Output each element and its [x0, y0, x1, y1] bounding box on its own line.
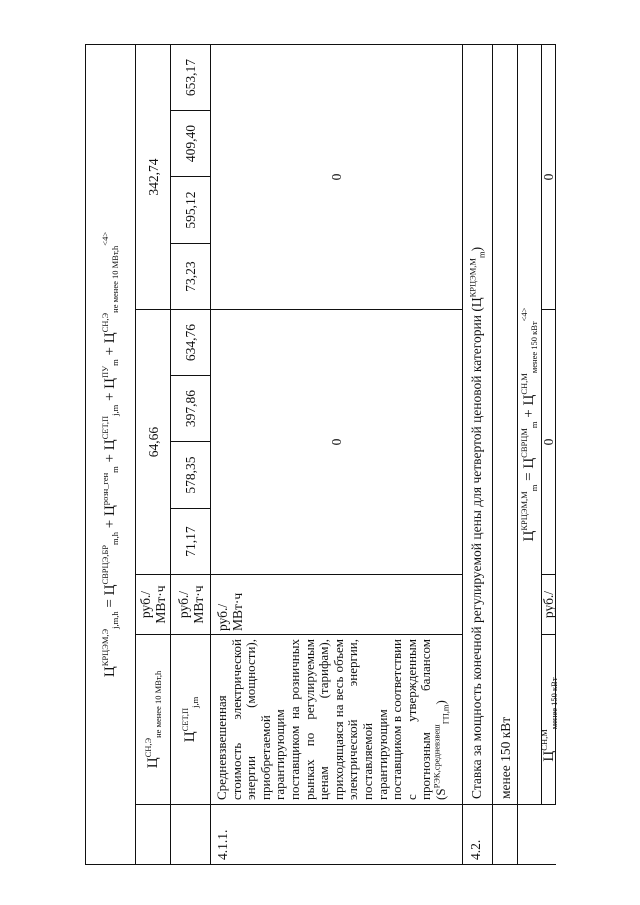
r4-text: Ставка за мощность конечной регулируемой цены для четвертой ценовой категории $(Ц^{КРЦЭМ,М}_m)$: [463, 44, 493, 804]
r2-num: [171, 804, 211, 864]
r7-value-a: 0: [542, 309, 556, 574]
r2-value-3: 397,86: [171, 375, 211, 441]
r2-value-4: 634,76: [171, 309, 211, 375]
header-formula: $Ц^{КРЦЭМ,Э}_{j,m,h} = Ц^{СВРЦЭ,БР}_{m,h} + Ц^{розн\_ген}_m + Ц^{СЕТ,П}_{j,m} + Ц^{ПУ}_m + Ц^{СН,Э}_{не менее 10 МВт,h}^{<4>}$: [86, 44, 136, 864]
r2-value-5: 73,23: [171, 243, 211, 309]
r2-value-8: 653,17: [171, 44, 211, 110]
r1-value-b: 342,74: [136, 44, 171, 309]
tariff-table: [85, 44, 559, 865]
r2-value-7: 409,40: [171, 110, 211, 176]
r2-value-2: 578,35: [171, 441, 211, 508]
r2-value-1: 71,17: [171, 508, 211, 574]
r2-unit: руб./МВт·ч: [171, 574, 211, 634]
r4-num: 4.2.: [463, 804, 493, 864]
tariff-table-page: [85, 45, 559, 865]
r7-unit: руб./: [542, 574, 556, 634]
r5-num: [493, 804, 518, 864]
r5-text: менее 150 кВт: [493, 44, 518, 804]
r3-unit: руб./МВт·ч: [211, 574, 463, 634]
r3-description: Средневзвешенная стоимость электрической энергии (мощности), приобретаемой гарантирующим поставщиком на розничных рынках по регулируемым ценам (тарифам), приходящаяся на весь объем электрической энергии, поставляемой гарантирующим поставщиком в соответствии с утвержденным прогнозным балансом $(S^{РЭК,средневзвеш}_{ГП,m})$: [211, 634, 463, 804]
r7-value-b: 0: [542, 44, 556, 309]
r1-label: $Ц^{СН,Э}_{не менее 10 МВт,h}$: [136, 634, 171, 804]
r6-formula: $Ц^{КРЦЭМ,М}_m = Ц^{СВРЦМ}_m + Ц^{СН,М}_{менее 150 кВт}^{<4>}$: [518, 44, 542, 804]
r2-label: $Ц^{СЕТ,П}_{j,m}$: [171, 634, 211, 804]
r1-num: [136, 804, 171, 864]
r6-num: [518, 804, 556, 864]
r3-value-b: 0: [211, 44, 463, 309]
r2-value-6: 595,12: [171, 176, 211, 243]
r7-label: $Ц^{СН,М}_{менее 150 кВт}$: [542, 634, 556, 804]
r1-unit: руб./ МВт·ч: [136, 574, 171, 634]
r3-num: 4.1.1.: [211, 804, 463, 864]
r3-value-a: 0: [211, 309, 463, 574]
r1-value-a: 64,66: [136, 309, 171, 574]
